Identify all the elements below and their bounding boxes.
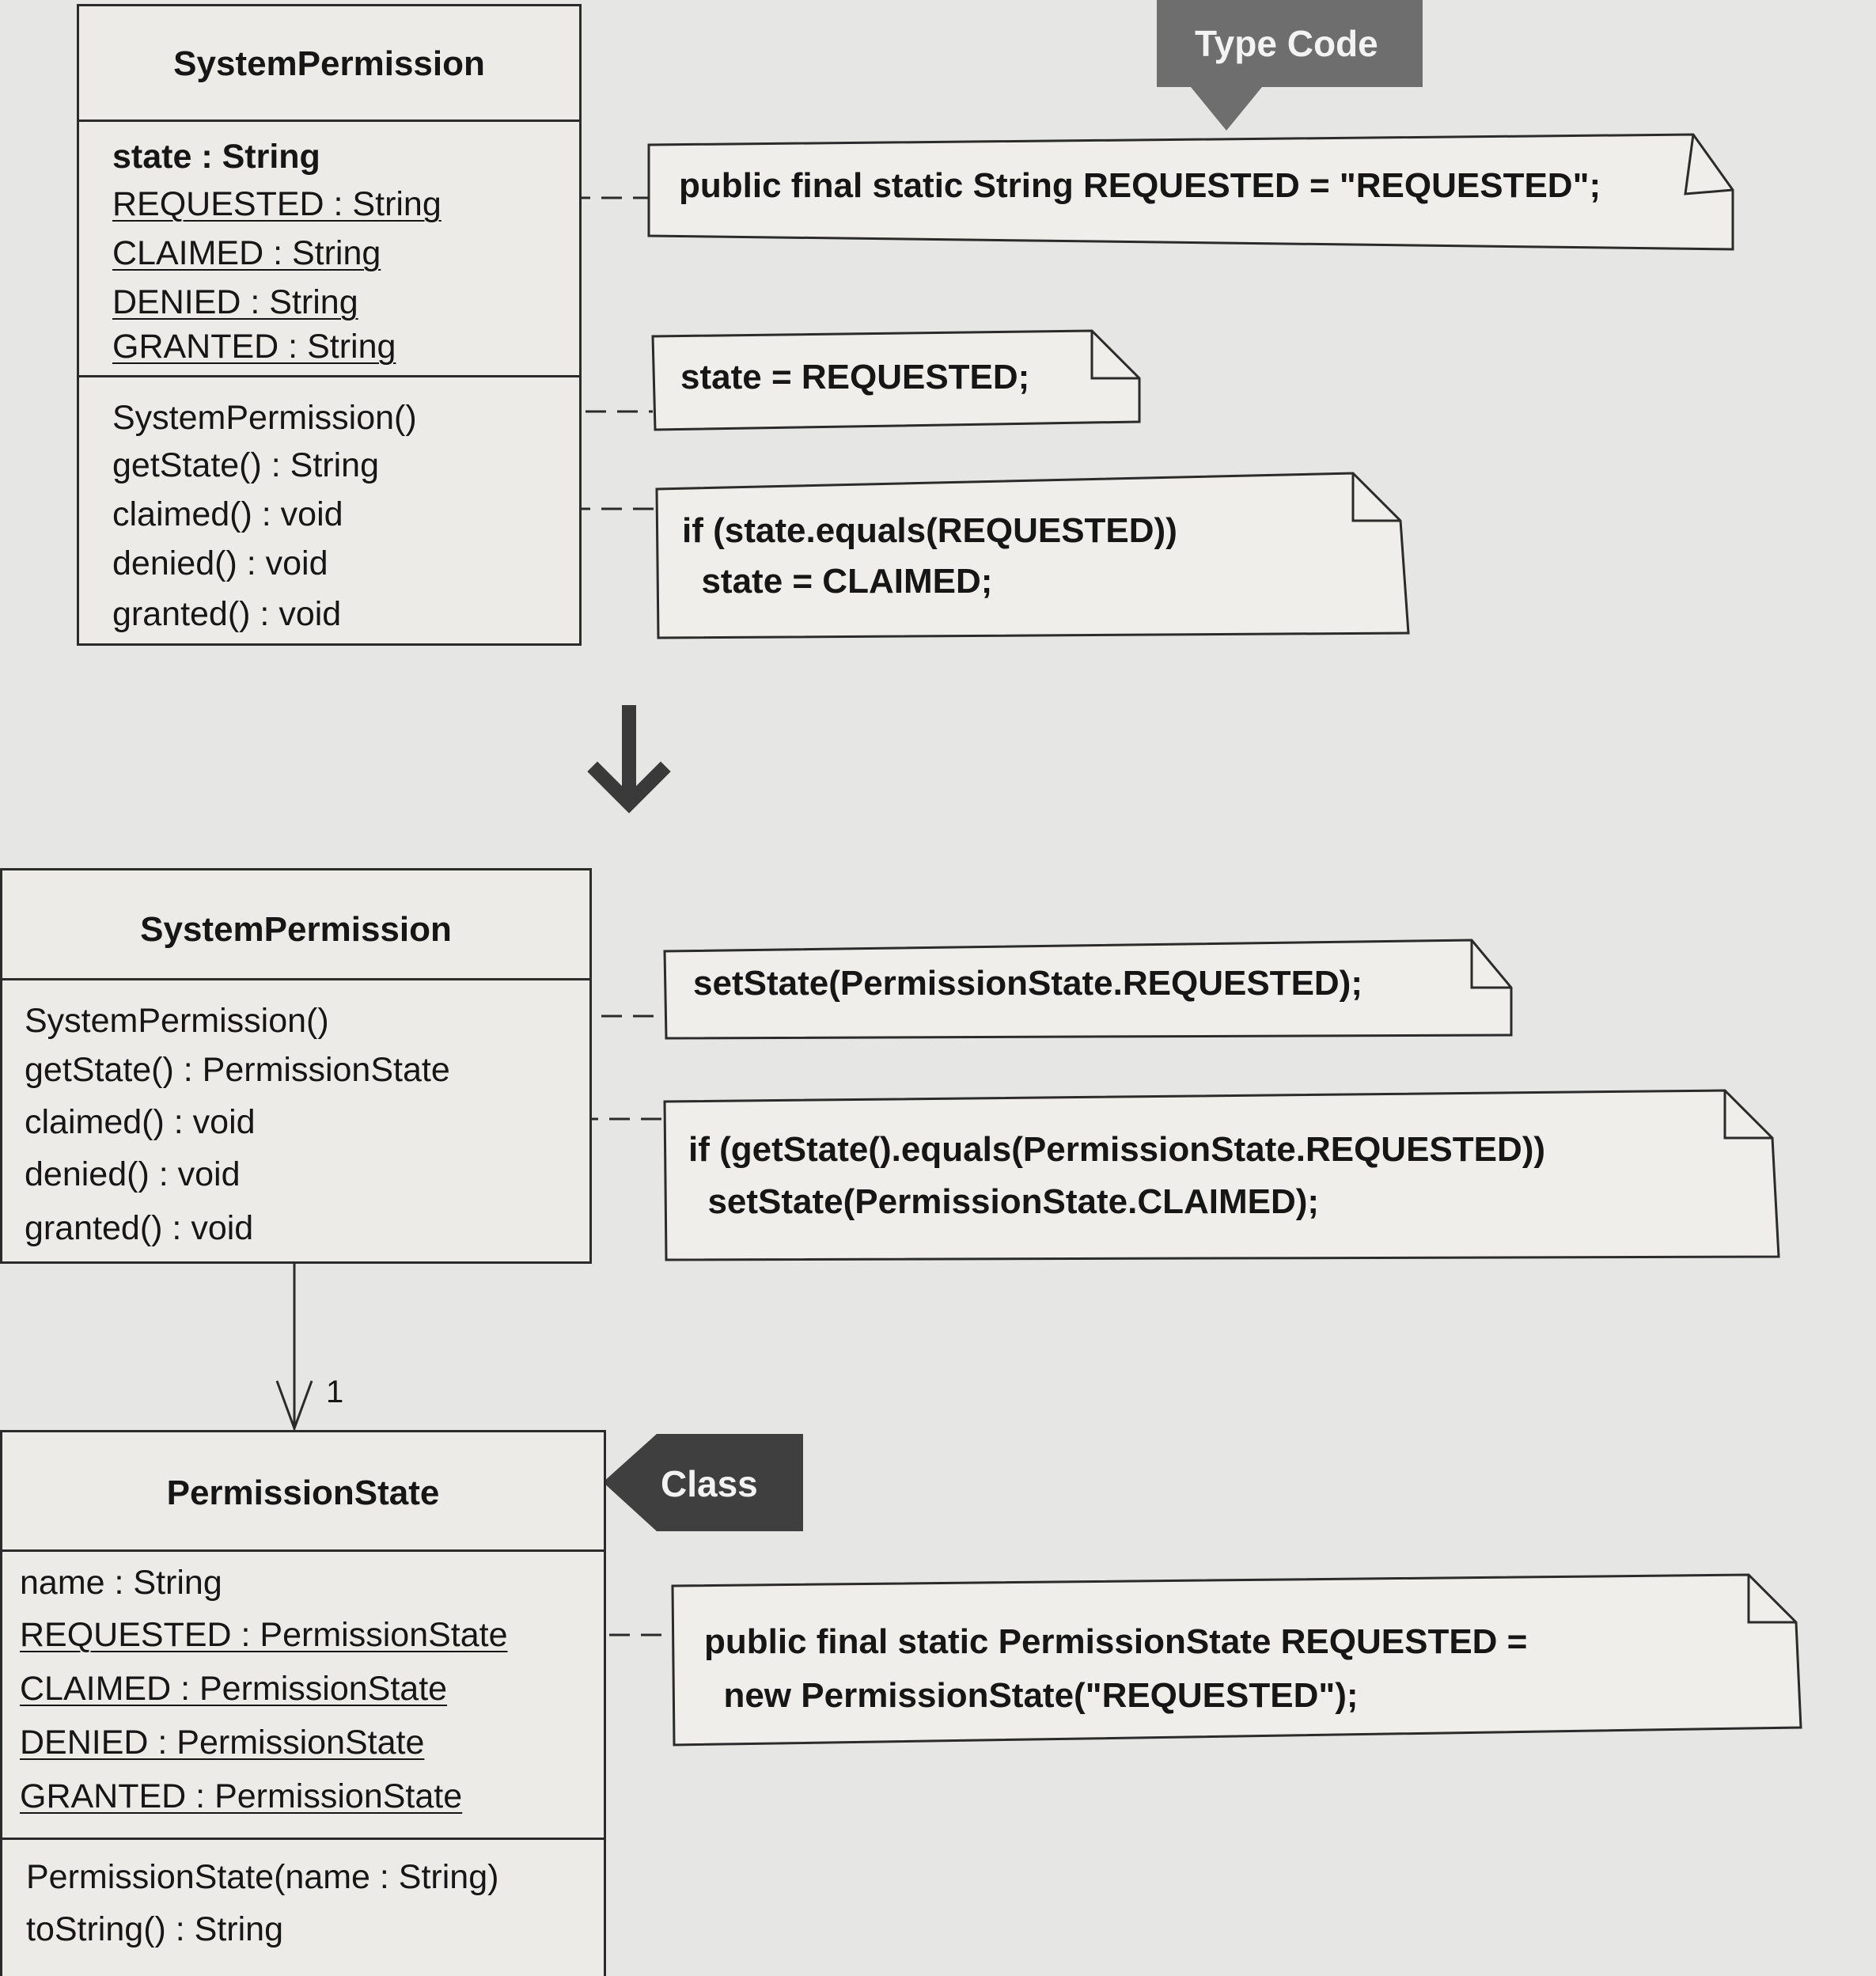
- attribute-granted: GRANTED : String: [112, 328, 396, 366]
- transform-arrow-icon: [597, 712, 661, 803]
- class-name: PermissionState: [166, 1473, 440, 1512]
- note-box-after-claimed: [665, 1090, 1779, 1260]
- note-claimed-line-2: state = CLAIMED;: [682, 562, 993, 601]
- type-code-tag: [1157, 0, 1423, 131]
- divider: [2, 1838, 604, 1840]
- divider: [2, 978, 589, 980]
- operation-get-state: getState() : String: [112, 446, 379, 484]
- operation-constructor: SystemPermission(): [112, 399, 417, 437]
- operation-constructor: SystemPermission(): [25, 1002, 329, 1040]
- operation-denied: denied() : void: [112, 544, 328, 582]
- note-box-claimed: [657, 473, 1408, 638]
- class-label: Class: [661, 1463, 758, 1504]
- class-box-system-permission-before: [77, 4, 582, 646]
- attribute-requested: REQUESTED : String: [112, 185, 442, 223]
- attribute-denied: DENIED : PermissionState: [20, 1724, 425, 1762]
- association-multiplicity: 1: [326, 1375, 344, 1409]
- note-constructor-line-1: state = REQUESTED;: [680, 358, 1030, 396]
- attribute-requested: REQUESTED : PermissionState: [20, 1616, 508, 1654]
- attribute-name: name : String: [20, 1564, 222, 1602]
- class-name: SystemPermission: [173, 44, 485, 83]
- operation-claimed: claimed() : void: [112, 495, 343, 533]
- association-arrow: [277, 1263, 312, 1428]
- note-requested-line-1: public final static String REQUESTED = "REQUESTED";: [679, 166, 1601, 205]
- operation-claimed: claimed() : void: [25, 1103, 256, 1141]
- note-after-claimed-line-1: if (getState().equals(PermissionState.REQUESTED)): [688, 1130, 1546, 1169]
- class-box-system-permission-after: [0, 868, 592, 1264]
- note-claimed-line-1: if (state.equals(REQUESTED)): [682, 511, 1177, 550]
- operation-granted: granted() : void: [112, 595, 342, 633]
- note-after-claimed-line-2: setState(PermissionState.CLAIMED);: [688, 1182, 1320, 1221]
- attribute-granted: GRANTED : PermissionState: [20, 1777, 463, 1815]
- note-state-requested-line-1: public final static PermissionState REQUESTED =: [704, 1622, 1528, 1661]
- operation-denied: denied() : void: [25, 1155, 241, 1193]
- divider: [2, 1549, 604, 1552]
- class-name: SystemPermission: [140, 910, 452, 949]
- attribute-claimed: CLAIMED : PermissionState: [20, 1670, 448, 1708]
- note-state-requested-line-2: new PermissionState("REQUESTED");: [704, 1676, 1359, 1715]
- type-code-label: Type Code: [1195, 23, 1378, 64]
- attribute-denied: DENIED : String: [112, 283, 358, 321]
- note-after-constructor-line-1: setState(PermissionState.REQUESTED);: [693, 964, 1362, 1003]
- operation-granted: granted() : void: [25, 1209, 254, 1247]
- attribute-state: state : String: [112, 138, 320, 176]
- divider: [79, 119, 579, 122]
- class-box-permission-state: [0, 1430, 606, 1976]
- operation-get-state: getState() : PermissionState: [25, 1051, 450, 1089]
- attribute-claimed: CLAIMED : String: [112, 234, 381, 272]
- divider: [79, 375, 579, 377]
- operation-to-string: toString() : String: [26, 1910, 283, 1948]
- operation-constructor: PermissionState(name : String): [26, 1858, 499, 1896]
